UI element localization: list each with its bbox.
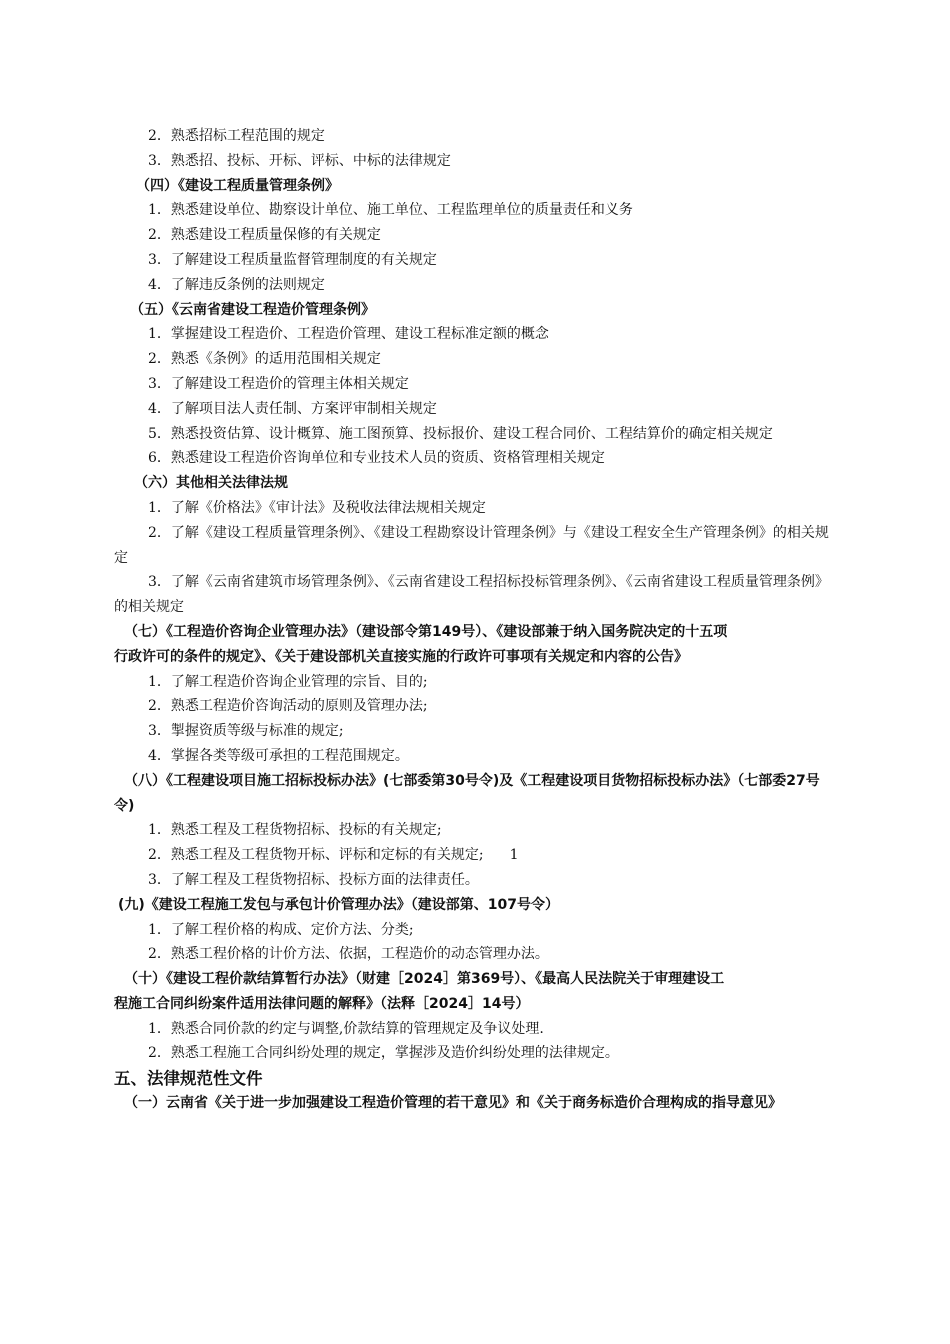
section-heading: （一）云南省《关于进一步加强建设工程造价管理的若干意见》和《关于商务标造价合理构成的指导意见》 (124, 1095, 782, 1112)
list-item: 3．了解工程及工程货物招标、投标方面的法律责任。 (148, 871, 479, 888)
chapter-heading: 五、法律规范性文件 (114, 1069, 263, 1089)
list-item: 5．熟悉投资估算、设计概算、施工图预算、投标报价、建设工程合同价、工程结算价的确定相关规定 (148, 425, 773, 442)
list-item: 1．熟悉合同价款的约定与调整,价款结算的管理规定及争议处理. (148, 1020, 544, 1037)
section-heading: （七）《工程造价咨询企业管理办法》（建设部令第149号）、《建设部兼于纳入国务院决定的十五项 (124, 623, 728, 640)
list-item: 1．掌握建设工程造价、工程造价管理、建设工程标准定额的概念 (148, 326, 549, 343)
section-heading: （四）《建设工程质量管理条例》 (136, 177, 339, 194)
list-item: 1．熟悉工程及工程货物招标、投标的有关规定; (148, 822, 442, 839)
list-item: 3．了解建设工程质量监督管理制度的有关规定 (148, 251, 437, 268)
list-item: 3．了解《云南省建筑市场管理条例》、《云南省建设工程招标投标管理条例》、《云南省建设工程质量管理条例》的相关规定 (114, 574, 829, 616)
list-item: 2．熟悉工程价格的计价方法、依据，工程造价的动态管理办法。 (148, 946, 549, 963)
list-item: 4．了解违反条例的法则规定 (148, 276, 325, 293)
section-heading: （十）《建设工程价款结算暂行办法》（财建［2024］第369号）、《最高人民法院关于审理建设工 (124, 971, 725, 988)
section-heading: （八）《工程建设项目施工招标投标办法》(七部委第30号令)及《工程建设项目货物招标投标办法》（七部委27号令) (114, 772, 820, 814)
section-heading-continued: 行政许可的条件的规定》、《关于建设部机关直接实施的行政许可事项有关规定和内容的公告》 (114, 648, 688, 665)
section-heading: （六）其他相关法律法规 (134, 475, 288, 492)
list-item: 1．了解《价格法》《审计法》及税收法律法规相关规定 (148, 499, 486, 516)
list-item (114, 843, 838, 868)
list-item: 1．熟悉建设单位、勘察设计单位、施工单位、工程监理单位的质量责任和义务 (148, 202, 633, 219)
list-item-text: 2．熟悉工程及工程货物开标、评标和定标的有关规定; (148, 847, 484, 864)
list-item: 2．熟悉建设工程质量保修的有关规定 (148, 227, 381, 244)
list-item: 3．熟悉招、投标、开标、评标、中标的法律规定 (148, 152, 451, 169)
list-item: 2．熟悉《条例》的适用范围相关规定 (148, 351, 381, 368)
list-item: 1．了解工程价格的构成、定价方法、分类; (148, 921, 414, 938)
list-item: 4．了解项目法人责任制、方案评审制相关规定 (148, 400, 437, 417)
list-item: 6．熟悉建设工程造价咨询单位和专业技术人员的资质、资格管理相关规定 (148, 450, 605, 467)
list-item: 2．熟悉工程施工合同纠纷处理的规定，掌握涉及造价纠纷处理的法律规定。 (148, 1045, 619, 1062)
list-item: 1．了解工程造价咨询企业管理的宗旨、目的; (148, 673, 428, 690)
list-item: 4．掌握各类等级可承担的工程范围规定。 (148, 747, 409, 764)
list-item: 3．了解建设工程造价的管理主体相关规定 (148, 375, 409, 392)
document-body (114, 124, 838, 1116)
list-item: 2．熟悉招标工程范围的规定 (148, 128, 325, 144)
list-item: 3．掣握资质等级与标准的规定; (148, 723, 344, 740)
section-heading-continued: 程施工合同纠纷案件适用法律问题的解释》（法释［2024］14号） (114, 995, 530, 1012)
list-item: 2．了解《建设工程质量管理条例》、《建设工程勘察设计管理条例》与《建设工程安全生产管理条例》的相关规定 (114, 524, 829, 566)
section-heading: （五）《云南省建设工程造价管理条例》 (130, 301, 375, 318)
list-item: 2．熟悉工程造价咨询活动的原则及管理办法; (148, 698, 428, 715)
page-number-mark: 1 (509, 847, 519, 864)
section-heading: (九)《建设工程施工发包与承包计价管理办法》（建设部第、107号令） (118, 896, 560, 913)
